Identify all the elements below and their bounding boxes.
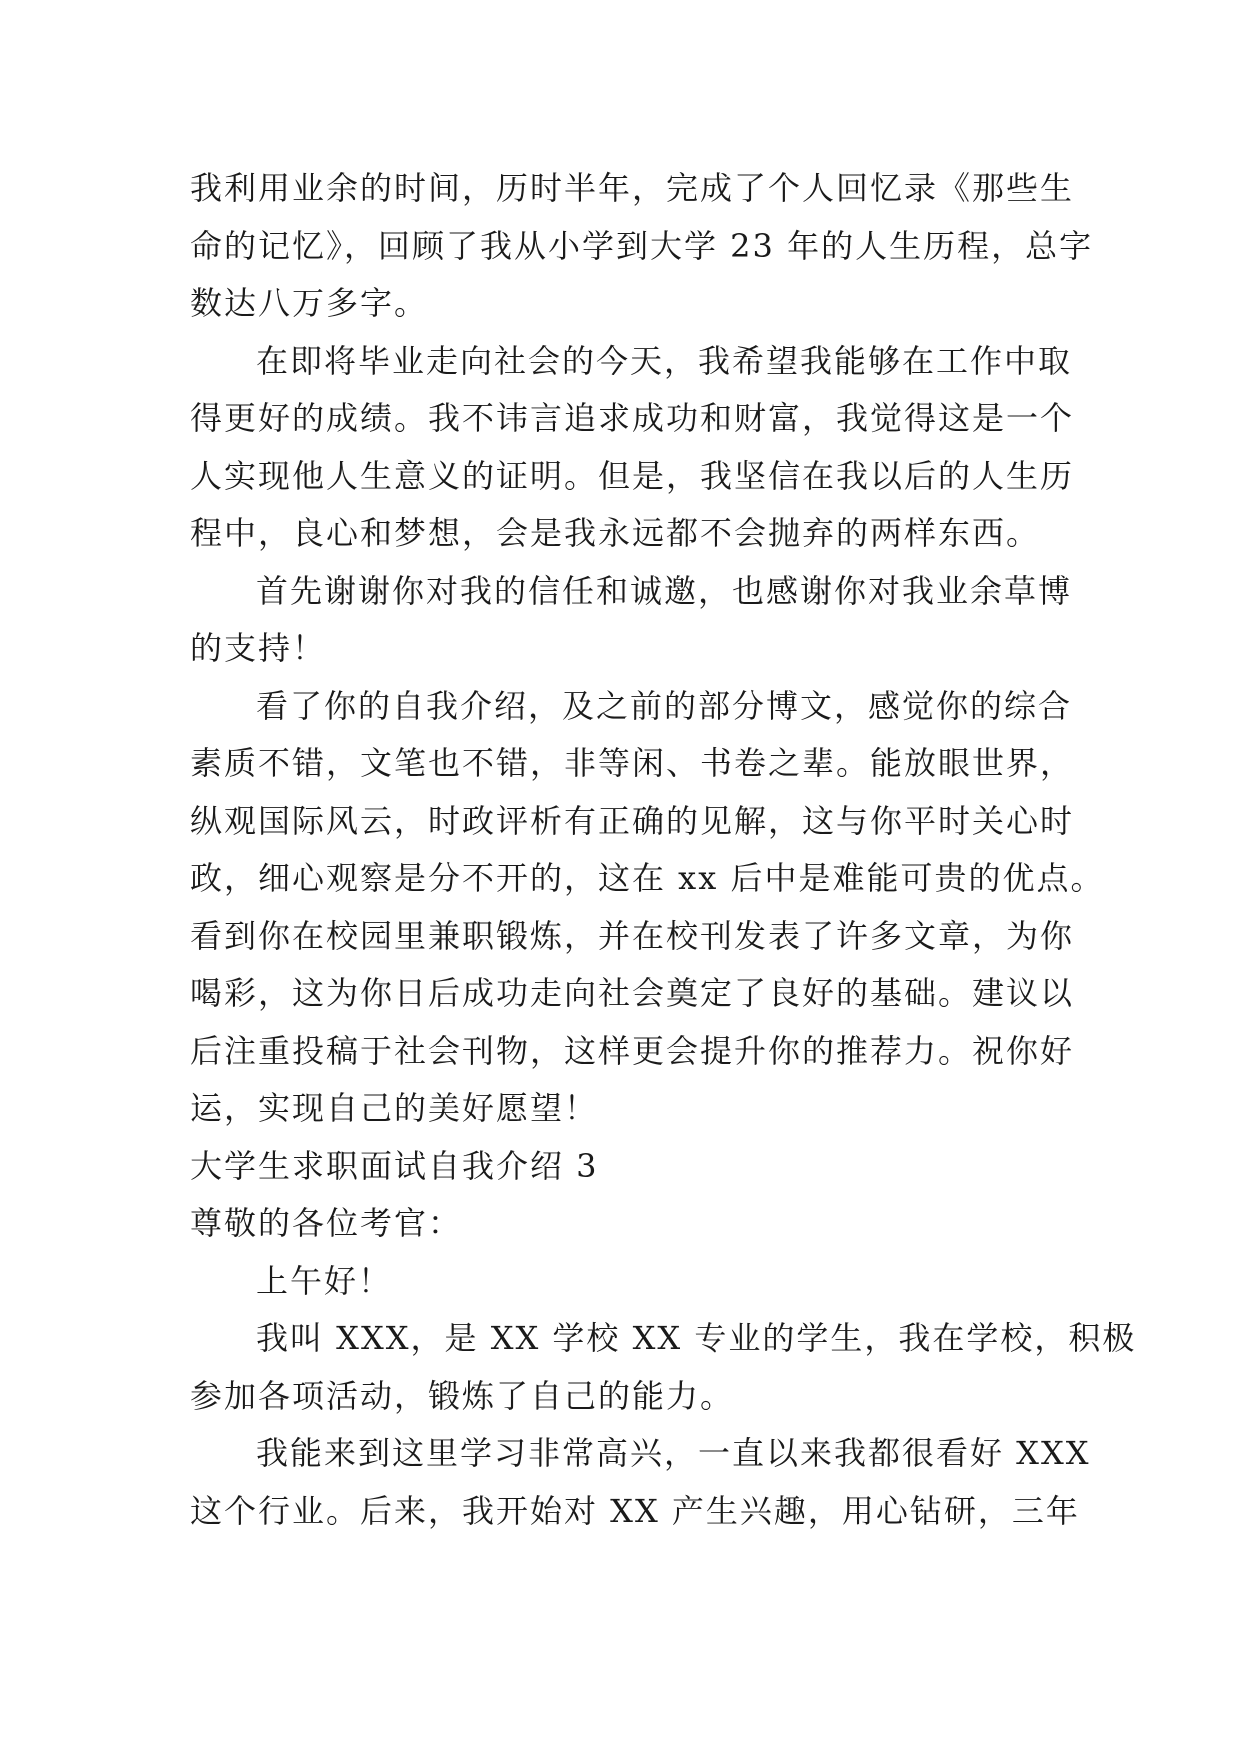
text-line: 我能来到这里学习非常高兴，一直以来我都很看好 XXX — [256, 1434, 1091, 1472]
text-line: 素质不错，文笔也不错，非等闲、书卷之辈。能放眼世界， — [190, 744, 1075, 782]
text-line: 运，实现自己的美好愿望！ — [190, 1089, 599, 1127]
text-line: 看了你的自我介绍，及之前的部分博文，感觉你的综合 — [256, 686, 1073, 725]
text-line: 参加各项活动，锻炼了自己的能力。 — [190, 1376, 735, 1415]
text-line: 我利用业余的时间，历时半年，完成了个人回忆录《那些生 — [190, 169, 1075, 207]
text-line: 我叫 XXX，是 XX 学校 XX 专业的学生，我在学校，积极 — [256, 1319, 1137, 1357]
text-line: 后注重投稿于社会刊物，这样更会提升你的推荐力。祝你好 — [190, 1031, 1075, 1070]
text-line: 喝彩，这为你日后成功走向社会奠定了良好的基础。建议以 — [190, 974, 1075, 1012]
text-line: 命的记忆》，回顾了我从小学到大学 23 年的人生历程，总字 — [190, 226, 1094, 265]
greeting: 上午好！ — [256, 1261, 393, 1300]
text-line: 在即将毕业走向社会的今天，我希望我能够在工作中取 — [256, 341, 1073, 380]
text-line: 看到你在校园里兼职锻炼，并在校刊发表了许多文章，为你 — [190, 916, 1075, 955]
text-line: 程中，良心和梦想，会是我永远都不会抛弃的两样东西。 — [190, 514, 1041, 552]
text-line: 人实现他人生意义的证明。但是，我坚信在我以后的人生历 — [190, 456, 1075, 495]
text-line: 首先谢谢你对我的信任和诚邀，也感谢你对我业余草博 — [256, 571, 1073, 610]
text-line: 的支持！ — [190, 629, 327, 667]
text-line: 得更好的成绩。我不讳言追求成功和财富，我觉得这是一个 — [190, 399, 1075, 437]
text-line: 纵观国际风云，时政评析有正确的见解，这与你平时关心时 — [190, 801, 1075, 840]
text-line: 政，细心观察是分不开的，这在 xx 后中是难能可贵的优点。 — [190, 859, 1105, 897]
text-line: 这个行业。后来，我开始对 XX 产生兴趣，用心钻研，三年 — [190, 1491, 1080, 1530]
section-heading: 大学生求职面试自我介绍 3 — [190, 1146, 599, 1185]
document-body — [190, 160, 1137, 1540]
text-line: 数达八万多字。 — [190, 284, 429, 322]
salutation: 尊敬的各位考官： — [190, 1204, 463, 1242]
